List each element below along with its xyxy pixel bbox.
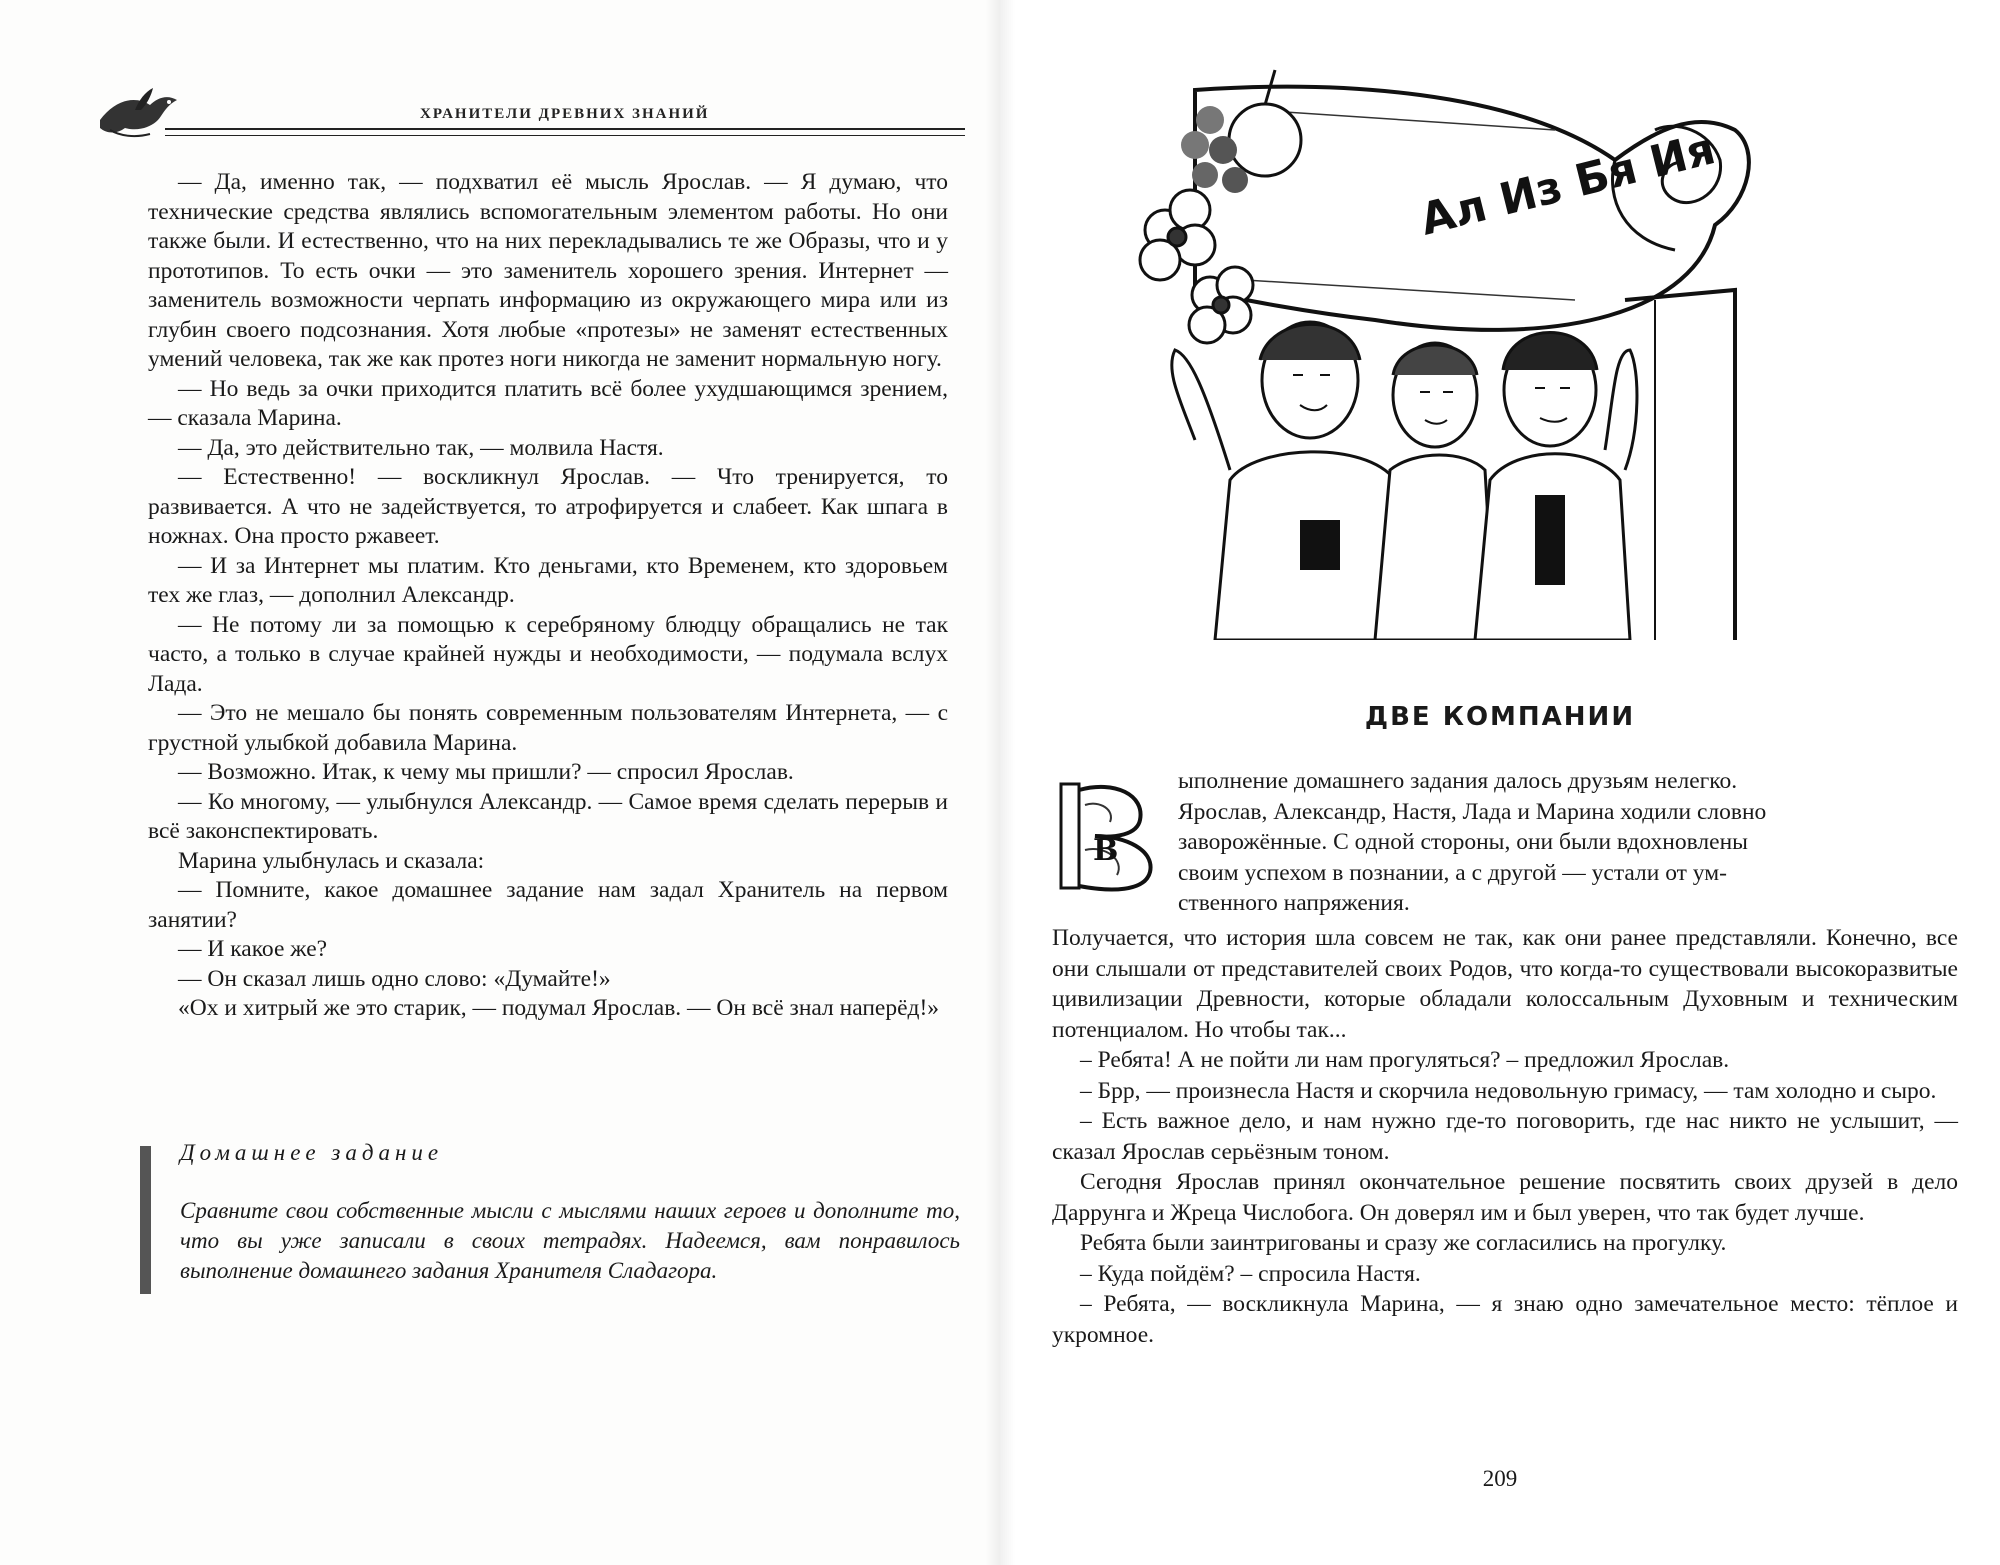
paragraph: Марина улыбнулась и сказала: xyxy=(178,847,485,874)
paragraph: — Помните, какое домашнее задание нам задал Хранитель на первом занятии? xyxy=(148,877,948,933)
homework-box xyxy=(140,1140,960,1300)
paragraph: — Естественно! — воскликнул Ярослав. — Что тренируется, то развивается. А что не задействуется, то атрофируется и слабеет. Как шпага в ножнах. Она просто ржавеет. xyxy=(148,464,948,549)
intro-line: Ярослав, Александр, Настя, Лада и Марина ходили словно xyxy=(1178,798,1767,825)
header-rule xyxy=(165,128,965,136)
paragraph: — Ко многому, — улыбнулся Александр. — Самое время сделать перерыв и всё законспектировать. xyxy=(148,788,948,844)
paragraph: — И какое же? xyxy=(178,936,328,962)
paragraph: — Да, именно так, — подхватил её мысль Ярослав. — Я думаю, что технические средства являлись вспомогательным элементом работы. Но они также были. И естественно, что на них перекладывались те же Образы, что и у прототипов. То есть очки — это заменитель хорошего зрения. Интернет — заменитель возможности черпать информацию из окружающего мира или из глубин своего подсознания. Хотя любые «протезы» не заменят естественных умений человека, так же как протез ноги никогда не заменит нормальную ногу. xyxy=(148,169,948,372)
dropcap-letter: В xyxy=(1093,833,1119,868)
homework-title: Домашнее задание xyxy=(180,1140,444,1165)
chapter-intro-text xyxy=(1178,766,1958,919)
homework-side-bar xyxy=(140,1146,151,1294)
book-gutter xyxy=(985,0,1015,1565)
paragraph: – Есть важное дело, и нам нужно где-то поговорить, где нас никто не услышит, — сказал Ярослав серьёзным тоном. xyxy=(1052,1108,1958,1165)
paragraph: — Возможно. Итак, к чему мы пришли? — спросил Ярослав. xyxy=(178,759,794,785)
homework-body: Сравните свои собственные мысли с мыслями наших героев и дополните то, что вы уже записали в своих тетрадях. Надеемся, вам понравилось выполнение домашнего задания Хранителя Сладагора. xyxy=(180,1198,960,1283)
paragraph: – Брр, — произнесла Настя и скорчила недовольную гримасу, — там холодно и сыро. xyxy=(1080,1077,1937,1104)
running-header-title: ХРАНИТЕЛИ ДРЕВНИХ ЗНАНИЙ xyxy=(420,106,710,122)
right-page xyxy=(1000,0,2000,1565)
paragraph: — Но ведь за очки приходится платить всё более ухудшающимся зрением, — сказала Марина. xyxy=(148,375,948,431)
paragraph: Сегодня Ярослав принял окончательное решение посвятить своих друзей в дело Даррунга и Жреца Числобога. Он доверял им и был уверен, что так будет лучше. xyxy=(1052,1169,1958,1226)
left-body-text xyxy=(148,168,948,1024)
chapter-title: ДВЕ КОМПАНИИ xyxy=(1364,702,1636,732)
intro-line: ыполнение домашнего задания далось друзьям нелегко. xyxy=(1178,768,1738,794)
intro-line: своим успехом в познании, а с другой — устали от ум- xyxy=(1178,859,1727,886)
page-number: 209 xyxy=(1482,1466,1518,1491)
paragraph: Ребята были заинтригованы и сразу же согласились на прогулку. xyxy=(1080,1230,1727,1256)
running-header xyxy=(95,80,965,140)
horn-lettering: Ал Из Бя Ия xyxy=(1415,123,1721,246)
paragraph: — Это не мешало бы понять современным пользователям Интернета, — с грустной улыбкой добавила Марина. xyxy=(148,700,948,756)
ornamental-dropcap-icon xyxy=(1055,780,1160,895)
paragraph: — Он сказал лишь одно слово: «Думайте!» xyxy=(178,965,611,992)
paragraph: – Куда пойдём? – спросила Настя. xyxy=(1080,1260,1421,1287)
paragraph: – Ребята, — воскликнула Марина, — я знаю одно замечательное место: тёплое и укромное. xyxy=(1052,1291,1958,1348)
cornucopia-children-illustration xyxy=(1135,50,1765,640)
paragraph: — Да, это действительно так, — молвила Настя. xyxy=(178,434,664,461)
paragraph: – Ребята! А не пойти ли нам прогуляться? – предложил Ярослав. xyxy=(1080,1047,1730,1073)
intro-line: ственного напряжения. xyxy=(1178,890,1410,916)
paragraph: — Не потому ли за помощью к серебряному блюдцу обращались не так часто, а только в случае крайней нужды и необходимости, — подумала вслух Лада. xyxy=(148,611,948,697)
paragraph: Получается, что история шла совсем не так, как они ранее представляли. Конечно, все они слышали от представителей своих Родов, что когда-то существовали высокоразвитые цивилизации Древности, которые обладали колоссальным Духовным и техническим потенциалом. Но чтобы так... xyxy=(1052,925,1958,1043)
intro-line: заворожённые. С одной стороны, они были вдохновлены xyxy=(1178,829,1748,855)
paragraph: «Ох и хитрый же это старик, — подумал Ярослав. — Он всё знал наперёд!» xyxy=(178,995,940,1021)
right-body-text xyxy=(1052,923,1958,1350)
paragraph: — И за Интернет мы платим. Кто деньгами, кто Временем, кто здоровьем тех же глаз, — дополнил Александр. xyxy=(148,552,948,608)
